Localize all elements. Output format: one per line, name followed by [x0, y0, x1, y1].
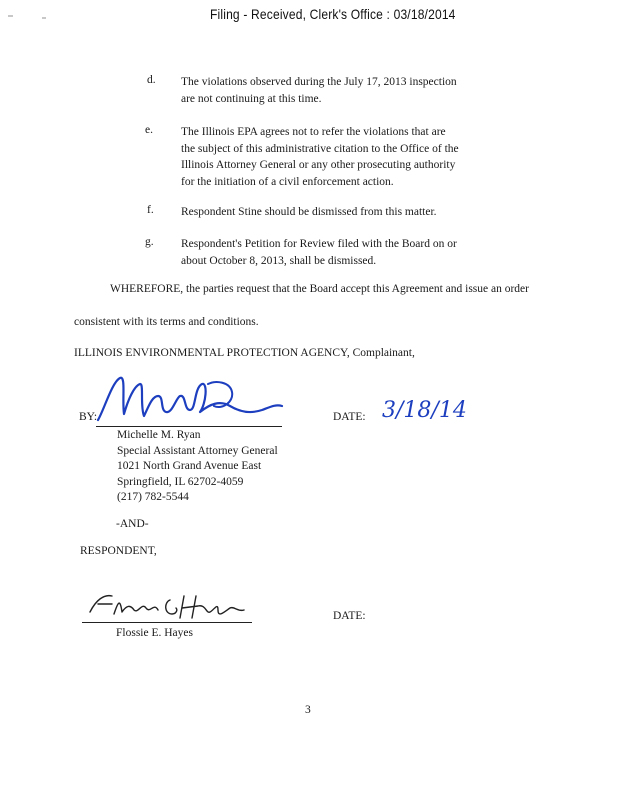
complainant-name: Michelle M. Ryan — [117, 429, 201, 441]
and-label: -AND- — [116, 518, 149, 530]
complainant-address-2: Springfield, IL 62702-4059 — [117, 475, 244, 488]
item-g-line-1: Respondent's Petition for Review filed with the Board on or — [181, 238, 457, 250]
item-d-line-2: are not continuing at this time. — [181, 92, 322, 105]
item-d-text — [181, 74, 481, 107]
item-f-text — [181, 204, 481, 221]
scan-mark — [42, 17, 46, 19]
item-letter-g: g. — [145, 236, 154, 248]
signature-scribble — [90, 370, 290, 430]
respondent-label: RESPONDENT, — [80, 545, 157, 557]
complainant-info — [117, 428, 278, 506]
respondent-signature-scribble — [84, 588, 254, 624]
date-handwritten: 3/18/14 — [382, 398, 467, 423]
item-letter-e: e. — [145, 124, 153, 136]
item-e-line-2: the subject of this administrative citation to the Office of the — [181, 142, 459, 155]
respondent-signature-line — [82, 622, 252, 623]
item-e-line-1: The Illinois EPA agrees not to refer the violations that are — [181, 126, 446, 138]
complainant-title: Special Assistant Attorney General — [117, 444, 278, 457]
item-letter-f: f. — [147, 204, 154, 216]
wherefore-line-2: consistent with its terms and conditions. — [74, 316, 259, 328]
filing-header: Filing - Received, Clerk's Office : 03/18/2014 — [210, 6, 456, 22]
complainant-handwritten-signature — [90, 370, 290, 430]
respondent-handwritten-signature — [84, 588, 254, 624]
item-e-text — [181, 124, 481, 190]
item-e-line-4: for the initiation of a civil enforcement action. — [181, 175, 394, 188]
date-label-respondent: DATE: — [333, 610, 366, 622]
item-d-line-1: The violations observed during the July 17, 2013 inspection — [181, 76, 457, 88]
complainant-signature-line — [96, 426, 282, 427]
date-label-complainant: DATE: — [333, 411, 366, 423]
respondent-name: Flossie E. Hayes — [116, 627, 193, 639]
scan-mark — [8, 15, 13, 17]
complainant-phone: (217) 782-5544 — [117, 491, 189, 503]
wherefore-line-1: WHEREFORE, the parties request that the Board accept this Agreement and issue an order — [110, 283, 529, 295]
item-f-line-1: Respondent Stine should be dismissed from this matter. — [181, 206, 437, 218]
item-g-line-2: about October 8, 2013, shall be dismissed. — [181, 254, 377, 267]
item-e-line-3: Illinois Attorney General or any other prosecuting authority — [181, 159, 456, 171]
complainant-label: ILLINOIS ENVIRONMENTAL PROTECTION AGENCY, Complainant, — [74, 347, 415, 359]
by-label: BY: — [79, 411, 98, 423]
item-g-text — [181, 236, 481, 269]
complainant-address-1: 1021 North Grand Avenue East — [117, 460, 262, 472]
page-number: 3 — [305, 704, 311, 716]
item-letter-d: d. — [147, 74, 156, 86]
